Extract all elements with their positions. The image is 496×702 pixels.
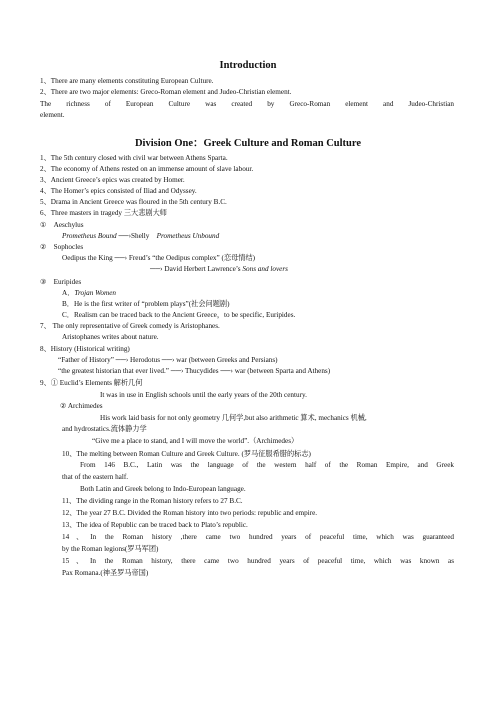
euripides-point-a [62, 288, 116, 299]
latin-greek-line-1: From 146 B.C., Latin was the language of the western half of the Roman Empire, and Greek [80, 461, 454, 469]
division-line-7: 7、 The only representative of Greek comedy is Aristophanes. [40, 322, 220, 330]
work-title: Prometheus Unbound [156, 232, 220, 240]
division-line-6: 6、Three masters in tragedy 三大悲剧大师 [40, 209, 167, 217]
euripides-point-c: C．Realism can be traced back to the Ancient Greece，to be specific, Euripides. [62, 311, 296, 319]
intro-item-1: 1、There are many elements constituting European Culture. [40, 77, 214, 85]
intro-item-2: 2、There are two major elements: Greco-Roman element and Judeo-Christian element. [40, 88, 292, 96]
point-marker: A． [62, 289, 75, 297]
division-line-8: 8、History (Historical writing) [40, 345, 130, 353]
work-title: Prometheus Bound [62, 232, 117, 240]
division-line-2: 2、The economy of Athens rested on an immense amount of slave labour. [40, 165, 254, 173]
division-line-12: 12、The year 27 B.C. Divided the Roman history into two periods: republic and empire. [62, 509, 318, 517]
aeschylus-works [62, 231, 219, 242]
division-heading: Division One：Greek Culture and Roman Culture [134, 138, 362, 149]
influence-arrow-text: ──›Shelly [116, 232, 157, 240]
intro-paragraph-line-2: element. [40, 111, 65, 119]
latin-greek-line-2: that of the eastern half. [62, 473, 129, 481]
archimedes-work-line-1: His work laid basis for not only geometry 几何学,but also arithmetic 算术, mechanics 机械, [100, 414, 367, 422]
aristophanes-note: Aristophanes writes about nature. [62, 333, 159, 341]
influence-arrow-text: ──› David Herbert Lawrence’s [150, 265, 243, 273]
history-herodotus: “Father of History” ──› Herodotus ──› war (between Greeks and Persians) [58, 356, 278, 364]
division-line-4: 4、The Homer’s epics consisted of Iliad and Odyssey. [40, 187, 197, 195]
work-title: Sons and lovers [242, 265, 288, 273]
intro-heading: Introduction [219, 60, 277, 71]
sophocles-works: Oedipus the King ──› Freud’s “the Oedipus complex” (恋母情结) [62, 254, 256, 262]
division-line-10: 10、The melting between Roman Culture and Greek Culture. (罗马征服希腊的标志) [62, 450, 311, 458]
indo-european-note: Both Latin and Greek belong to Indo-European language. [80, 485, 246, 493]
division-line-1: 1、The 5th century closed with civil war between Athens Sparta. [40, 154, 228, 162]
intro-paragraph-line-1: The richness of European Culture was created by Greco-Roman element and Judeo-Christian [40, 100, 454, 108]
division-line-14a: 14、In the Roman history ,there came two hundred years of peaceful time, which was guaranteed [62, 533, 454, 541]
archimedes-quote: “Give me a place to stand, and I will move the world”.（Archimedes） [92, 437, 299, 445]
division-line-5: 5、Drama in Ancient Greece was floured in the 5th century B.C. [40, 198, 227, 206]
division-line-13: 13、The idea of Republic can be traced back to Plato’s republic. [62, 521, 248, 529]
division-line-11: 11、The dividing range in the Roman history refers to 27 B.C. [62, 497, 243, 505]
tragedy-master-3: ③ Euripides [40, 278, 82, 286]
division-line-14b: by the Roman legions(罗马军团) [62, 545, 159, 553]
division-line-3: 3、Ancient Greece’s epics was created by Homer. [40, 176, 185, 184]
euclid-note: It was in use in English schools until the early years of the 20th century. [100, 391, 307, 399]
history-thucydides: “the greatest historian that ever lived.” ──› Thucydides ──› war (between Sparta and Athens) [58, 367, 331, 375]
work-title: Trojan Women [74, 289, 116, 297]
division-line-15b: Pax Romana.(神圣罗马帝国) [62, 569, 149, 577]
euripides-point-b: B．He is the first writer of “problem plays”(社会问题剧) [62, 300, 230, 308]
tragedy-master-2: ② Sophocles [40, 243, 84, 251]
archimedes-heading: ② Archimedes [60, 402, 103, 410]
sophocles-influence [150, 264, 288, 275]
division-line-9: 9、① Euclid’s Elements 解析几何 [40, 379, 143, 387]
archimedes-work-line-2: and hydrostatics.流体静力学 [62, 425, 147, 433]
division-line-15a: 15、In the Roman history, there came two hundred years of peaceful time, which was known as [62, 557, 454, 565]
tragedy-master-1: ① Aeschylus [40, 221, 84, 229]
